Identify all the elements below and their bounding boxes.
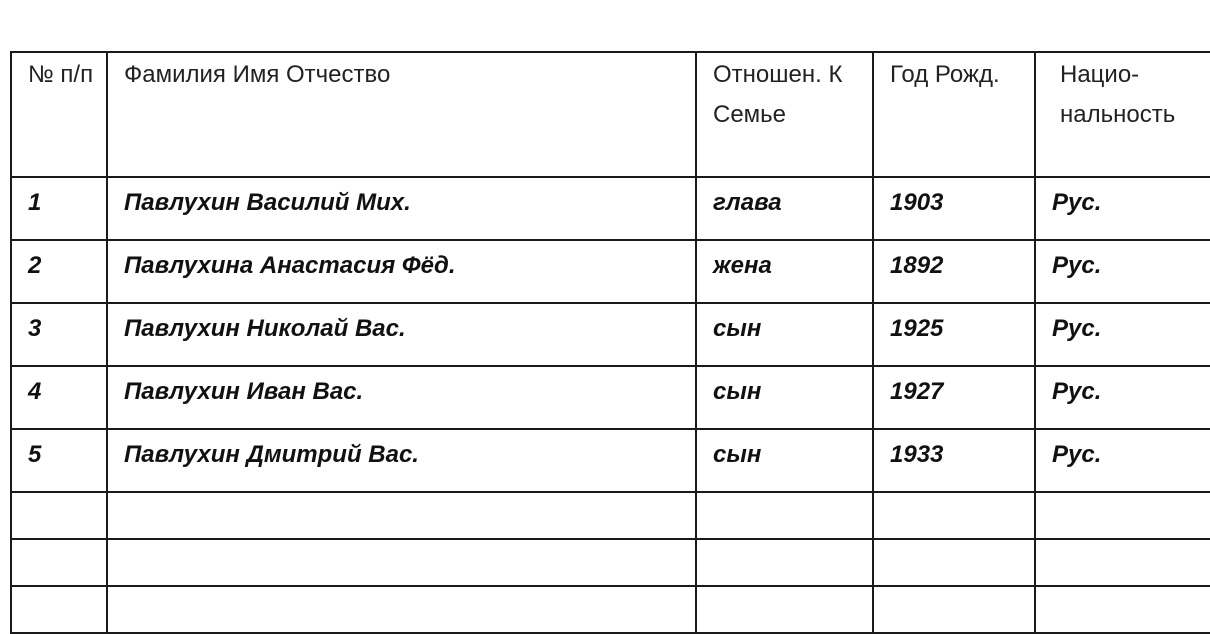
empty-cell bbox=[696, 586, 873, 633]
empty-cell bbox=[873, 586, 1035, 633]
empty-cell bbox=[107, 586, 696, 633]
header-birth-year: Год Рожд. bbox=[873, 52, 1035, 177]
row-birth-year: 1925 bbox=[873, 303, 1035, 366]
row-number: 4 bbox=[11, 366, 107, 429]
table-row bbox=[11, 303, 1210, 366]
row-number: 5 bbox=[11, 429, 107, 492]
table-row bbox=[11, 429, 1210, 492]
empty-cell bbox=[873, 539, 1035, 586]
empty-table-row bbox=[11, 586, 1210, 633]
header-nationality: Нацио-нальность bbox=[1035, 52, 1210, 177]
table-row bbox=[11, 366, 1210, 429]
row-full-name: Павлухина Анастасия Фёд. bbox=[107, 240, 696, 303]
table-header-row bbox=[11, 52, 1210, 177]
row-birth-year: 1933 bbox=[873, 429, 1035, 492]
row-number: 2 bbox=[11, 240, 107, 303]
empty-cell bbox=[1035, 492, 1210, 539]
empty-cell bbox=[696, 539, 873, 586]
row-birth-year: 1903 bbox=[873, 177, 1035, 240]
family-table bbox=[10, 51, 1210, 634]
empty-cell bbox=[696, 492, 873, 539]
empty-cell bbox=[11, 539, 107, 586]
empty-cell bbox=[873, 492, 1035, 539]
row-number: 3 bbox=[11, 303, 107, 366]
empty-cell bbox=[107, 539, 696, 586]
empty-cell bbox=[11, 492, 107, 539]
empty-cell bbox=[1035, 586, 1210, 633]
row-birth-year: 1927 bbox=[873, 366, 1035, 429]
row-birth-year: 1892 bbox=[873, 240, 1035, 303]
empty-cell bbox=[11, 586, 107, 633]
row-relation: сын bbox=[696, 366, 873, 429]
empty-cell bbox=[107, 492, 696, 539]
empty-table-row bbox=[11, 539, 1210, 586]
row-full-name: Павлухин Николай Вас. bbox=[107, 303, 696, 366]
row-relation: сын bbox=[696, 429, 873, 492]
row-nationality: Рус. bbox=[1035, 240, 1210, 303]
row-full-name: Павлухин Дмитрий Вас. bbox=[107, 429, 696, 492]
empty-table-row bbox=[11, 492, 1210, 539]
table-row bbox=[11, 177, 1210, 240]
row-nationality: Рус. bbox=[1035, 303, 1210, 366]
row-number: 1 bbox=[11, 177, 107, 240]
header-number: № п/п bbox=[11, 52, 107, 177]
header-full-name: Фамилия Имя Отчество bbox=[107, 52, 696, 177]
table-row bbox=[11, 240, 1210, 303]
row-relation: глава bbox=[696, 177, 873, 240]
row-full-name: Павлухин Иван Вас. bbox=[107, 366, 696, 429]
row-nationality: Рус. bbox=[1035, 429, 1210, 492]
row-full-name: Павлухин Василий Мих. bbox=[107, 177, 696, 240]
header-relation: Отношен. К Семье bbox=[696, 52, 873, 177]
empty-cell bbox=[1035, 539, 1210, 586]
row-relation: сын bbox=[696, 303, 873, 366]
row-nationality: Рус. bbox=[1035, 366, 1210, 429]
row-nationality: Рус. bbox=[1035, 177, 1210, 240]
row-relation: жена bbox=[696, 240, 873, 303]
